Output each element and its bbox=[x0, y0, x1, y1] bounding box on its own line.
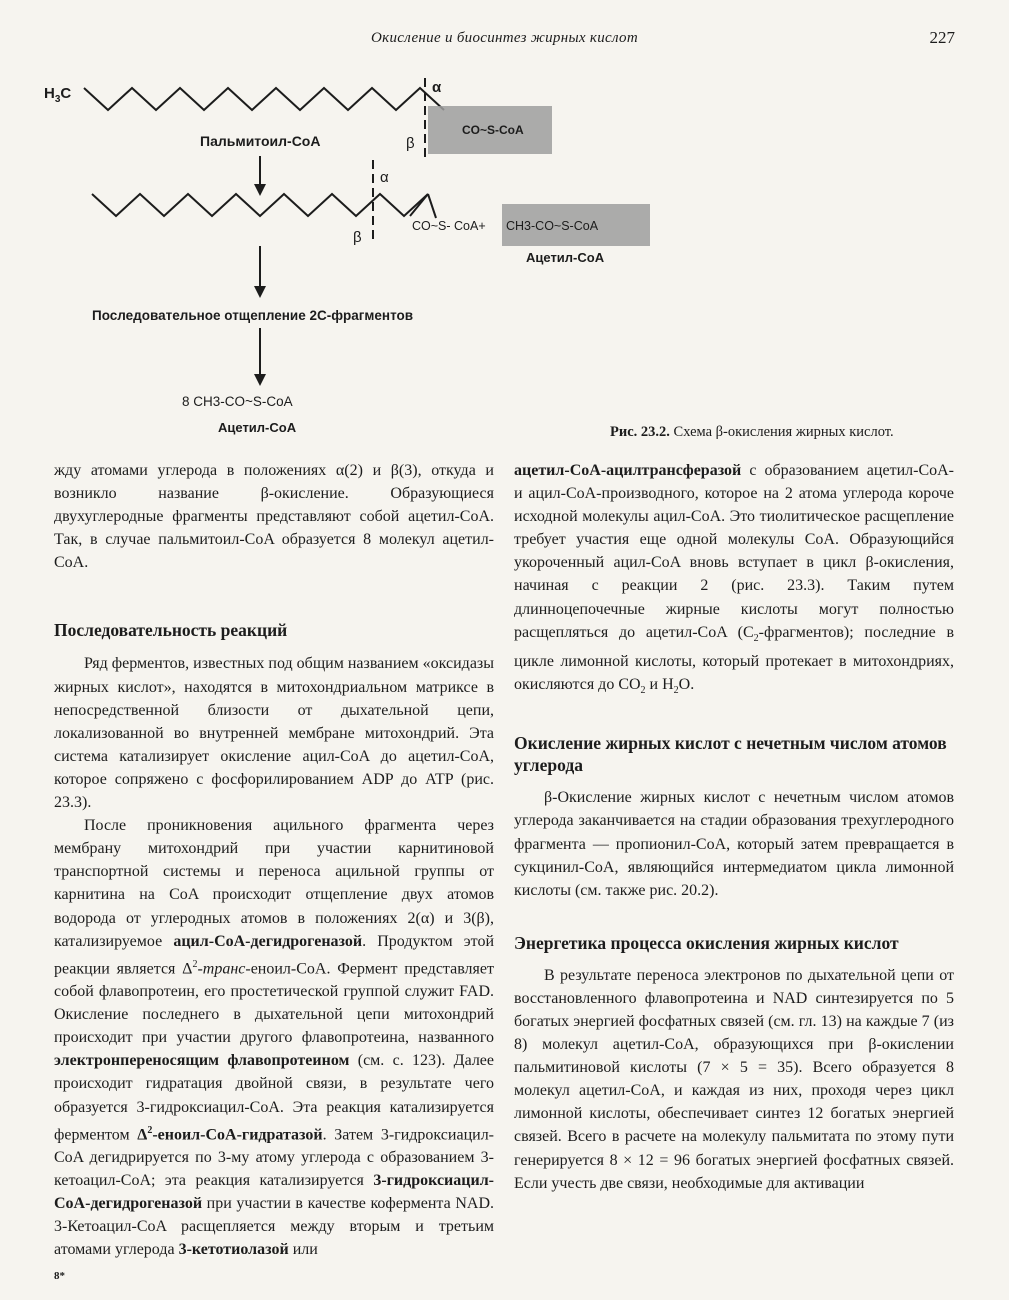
left-paragraph-2: Ряд ферментов, известных под общим названием «оксидазы жирных кислот», находятся в митохондриальном матриксе в непосредственной близости от дыхательной цепи, локализованной во внутренней мембране митохондрий. Эта система катализирует окисление ацил-CoA до ацетил-CoA, которое сопряжено с фосфорилированием ADP до ATP (рис. 23.3). bbox=[54, 655, 494, 812]
sequential-cleavage-label: Последовательное отщепление 2С-фрагментов bbox=[92, 308, 414, 323]
heading-energetics: Энергетика процесса окисления жирных кислот bbox=[514, 932, 899, 953]
right-paragraph-3: В результате переноса электронов по дыхательной цепи от восстановленного флавопротеина и NAD синтезируется по 5 богатых энергией фосфатных связей (см. гл. 13) на каждые 7 (из 8) молекул ацетил-CoA, образующихся при β-окислении пальмитиновой кислоты (7 × 5 = 35). Всего образуется 8 молекул ацетил-CoA, и каждая из них, проходя через цикл лимонной кислоты, обеспечивает синтез 12 богатых энергией связей. Всего в расчете на молекулу пальмитата по этому пути генерируется 8 × 12 = 96 богатых энергией фосфатных связей. Если учесть две связи, необходимые для активации bbox=[514, 966, 954, 1192]
alpha-label-2: α bbox=[380, 169, 389, 186]
beta-label-1: β bbox=[406, 135, 415, 152]
chain-link bbox=[428, 194, 436, 218]
arrow-1-head bbox=[254, 184, 266, 196]
figure-caption bbox=[610, 424, 970, 441]
heading-reaction-sequence: Последовательность реакций bbox=[54, 620, 288, 641]
acetyl-box-text: CH3-CO~S-CoA bbox=[506, 219, 599, 233]
h3c-label: $H_3C$ bbox=[44, 85, 72, 105]
product-left: CO~S- CoA+ bbox=[412, 219, 486, 233]
page-number: 227 bbox=[929, 28, 955, 47]
acetyl-coa-label-bottom: Ацетил-CoA bbox=[218, 420, 297, 435]
caption-text: Схема β-окисления жирных кислот. bbox=[673, 424, 894, 440]
palmitoyl-coa-label: Пальмитоил-CoA bbox=[200, 133, 321, 149]
left-paragraph-3: После проникновения ацильного фрагмента через мембрану митохондрий при участии карнитиновой транспортной системы и переноса ацильной группы от карнитина на CoA происходит отщепление двух атомов водорода от углеродных атомов в положениях 2(α) и 3(β), катализируемое ацил-CoA-дегидрогеназой. Продуктом этой реакции является $\Delta^2-транс-еноил$-CoA. Фермент представляет собой флавопротеин, его простетической группой служит FAD. Окисление последнего в дыхательной цепи митохондрий происходит при участии другого флавопротеина, названного электронпереносящим флавопротеином (см. с. 123). Далее происходит гидратация двойной связи, в результате чего образуется 3-гидроксиацил-CoA. Эта реакция катализируется ферментом $\Delta^2-еноил-CoA$-гидратазой. Затем 3-гидроксиацил-CoA дегидрируется по 3-му атому углерода с образованием 3-кетоацил-CoA; эта реакция катализируется 3-гидроксиацил-CoA-дегидрогеназой при участии в качестве кофермента NAD. 3-Кетоацил-CoA расщепляется между вторым и третьим атомами углерода 3-кетотиолазой или bbox=[54, 817, 495, 1259]
alpha-label-1: α bbox=[432, 79, 442, 96]
coa-box-1-text: CO~S-CoA bbox=[462, 123, 524, 137]
running-title: Окисление и биосинтез жирных кислот bbox=[371, 30, 638, 46]
right-column bbox=[514, 459, 954, 1195]
second-chain bbox=[92, 194, 428, 216]
left-column bbox=[54, 459, 494, 1262]
chain-end bbox=[410, 194, 428, 216]
right-paragraph-1: ацетил-CoA-ацилтрансферазой с образованием ацетил-CoA- и ацил-CoA-производного, которое на 2 атома углерода короче исходной молекулы ацил-CoA. Это тиолитическое расщепление требует участия еще одной молекулы CoA. Образующийся укороченный ацил-CoA вновь вступает в цикл β-окисления, начиная с реакции 2 (рис. 23.3). Таким путем длинноцепочечные жирные кислоты могут полностью расщепляться до ацетил-CoA $(C_2-фрагментов)$; последние в цикле лимонной кислоты, который протекает в митохондриях, окисляются до $CO_2$ и $H_2O$. bbox=[514, 462, 955, 697]
right-paragraph-2: β-Окисление жирных кислот с нечетным числом атомов углерода заканчивается на стадии образования трехуглеродного фрагмента — пропионил-CoA, который затем превращается в сукцинил-CoA, являющийся интермедиатом цикла лимонной кислоты (см. также рис. 20.2). bbox=[514, 789, 954, 899]
arrow-2-head bbox=[254, 286, 266, 298]
signature-mark: 8* bbox=[54, 1270, 65, 1282]
final-formula: 8 CH3-CO~S-CoA bbox=[182, 394, 293, 409]
acetyl-coa-label-top: Ацетил-CoA bbox=[526, 250, 605, 265]
palmitoyl-chain bbox=[84, 88, 444, 110]
left-paragraph-1: жду атомами углерода в положениях α(2) и β(3), откуда и возникло название β-окисление. Образующиеся двухуглеродные фрагменты представляют собой ацетил-CoA. Так, в случае пальмитоил-CoA образуется 8 молекул ацетил-CoA. bbox=[54, 462, 494, 572]
heading-odd-chain: Окисление жирных кислот с нечетным числом атомов углерода bbox=[514, 733, 947, 776]
beta-label-2: β bbox=[353, 229, 362, 246]
beta-oxidation-scheme bbox=[40, 70, 680, 440]
arrow-3-head bbox=[254, 374, 266, 386]
caption-label: Рис. 23.2. bbox=[610, 424, 670, 440]
